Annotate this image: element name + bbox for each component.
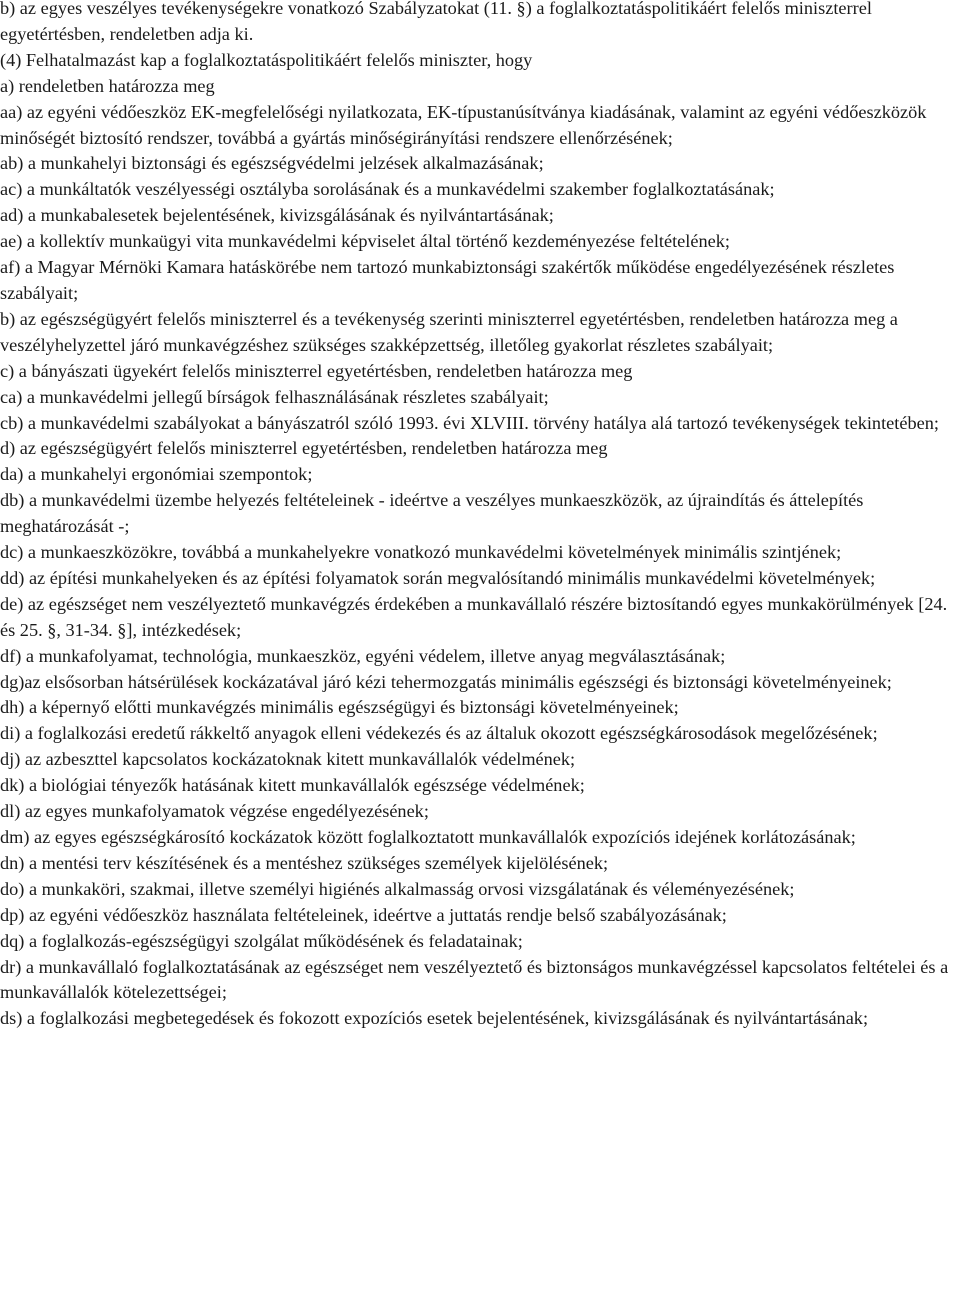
paragraph-ab: ab) a munkahelyi biztonsági és egészségvédelmi jelzések alkalmazásának; — [0, 153, 544, 174]
paragraph-b: b) az egészségügyért felelős miniszterrel és a tevékenység szerinti miniszterrel egyetértésben, rendeletben határozza meg a veszélyhelyzettel járó munkavégzéshez szükséges szakképzettség, illetőleg gyakorlat részletes szabályait; — [0, 308, 903, 355]
paragraph-dh: dh) a képernyő előtti munkavégzés minimális egészségügyi és biztonsági követelményeinek; — [0, 697, 679, 718]
paragraph-ds: ds) a foglalkozási megbetegedések és fokozott expozíciós esetek bejelentésének, kivizsgálásának és nyilvántartásának; — [0, 1008, 869, 1029]
paragraph-aa: aa) az egyéni védőeszköz EK-megfelelőségi nyilatkozata, EK-típustanúsítványa kiadásának, valamint az egyéni védőeszközök minőségét biztosító rendszer, továbbá a gyártás minőségirányítási rendszere ellenőrzésének; — [0, 101, 931, 148]
paragraph-a: a) rendeletben határozza meg — [0, 75, 215, 96]
paragraph-dp: dp) az egyéni védőeszköz használata feltételeinek, ideértve a juttatás rendje belső szabályozásának; — [0, 904, 727, 925]
paragraph-af: af) a Magyar Mérnöki Kamara hatáskörébe nem tartozó munkabiztonsági szakértők működése engedélyezésének részletes szabályait; — [0, 257, 899, 303]
paragraph-do: do) a munkaköri, szakmai, illetve személyi higiénés alkalmasság orvosi vizsgálatának és véleményezésének; — [0, 878, 795, 899]
paragraph-d: d) az egészségügyért felelős miniszterrel egyetértésben, rendeletben határozza meg — [0, 438, 608, 459]
paragraph-ac: ac) a munkáltatók veszélyességi osztályba sorolásának és a munkavédelmi szakember foglalkoztatásának; — [0, 179, 775, 200]
paragraph-db: db) a munkavédelmi üzembe helyezés feltételeinek - ideértve a veszélyes munkaeszközök, az újraindítás és áttelepítés meghatározását -; — [0, 490, 868, 537]
paragraph-de: de) az egészséget nem veszélyeztető munkavégzés érdekében a munkavállaló részére biztosítandó egyes munkakörülmények [24. és 25. §, 31-34. §], intézkedések; — [0, 593, 952, 640]
paragraph-b-szabalyzatok: b) az egyes veszélyes tevékenységekre vonatkozó Szabályzatokat (11. §) a foglalkoztatáspolitikáért felelős miniszterrel egyetértésben, rendeletben adja ki. — [0, 0, 877, 44]
paragraph-da: da) a munkahelyi ergonómiai szempontok; — [0, 464, 313, 485]
paragraph-ae: ae) a kollektív munkaügyi vita munkavédelmi képviselet által történő kezdeményezése feltételének; — [0, 231, 730, 252]
paragraph-dg: dg)az elsősorban hátsérülések kockázatával járó kézi tehermozgatás minimális egészségi és biztonsági követelményeinek; — [0, 671, 892, 692]
paragraph-dn: dn) a mentési terv készítésének és a mentéshez szükséges személyek kijelölésének; — [0, 852, 609, 873]
paragraph-dl: dl) az egyes munkafolyamatok végzése engedélyezésének; — [0, 801, 429, 822]
paragraph-dr: dr) a munkavállaló foglalkoztatásának az egészséget nem veszélyeztető és biztonságos munkavégzéssel kapcsolatos feltételei és a munkavállalók kötelezettségei; — [0, 956, 953, 1003]
paragraph-dc: dc) a munkaeszközökre, továbbá a munkahelyekre vonatkozó munkavédelmi követelmények minimális szintjének; — [0, 542, 842, 563]
paragraph-dk: dk) a biológiai tényezők hatásának kitett munkavállalók egészsége védelmének; — [0, 775, 585, 796]
paragraph-df: df) a munkafolyamat, technológia, munkaeszköz, egyéni védelem, illetve anyag megválasztásának; — [0, 645, 726, 666]
paragraph-c: c) a bányászati ügyekért felelős miniszterrel egyetértésben, rendeletben határozza meg — [0, 360, 633, 381]
paragraph-dj: dj) az azbeszttel kapcsolatos kockázatoknak kitett munkavállalók védelmének; — [0, 749, 576, 770]
paragraph-dq: dq) a foglalkozás-egészségügyi szolgálat működésének és feladatainak; — [0, 930, 523, 951]
paragraph-ad: ad) a munkabalesetek bejelentésének, kivizsgálásának és nyilvántartásának; — [0, 205, 554, 226]
paragraph-cb: cb) a munkavédelmi szabályokat a bányászatról szóló 1993. évi XLVIII. törvény hatálya alá tartozó tevékenységek tekintetében; — [0, 412, 939, 433]
paragraph-dm: dm) az egyes egészségkárosító kockázatok között foglalkoztatott munkavállalók expozíciós idejének korlátozásának; — [0, 827, 856, 847]
paragraph-ca: ca) a munkavédelmi jellegű bírságok felhasználásának részletes szabályait; — [0, 386, 549, 407]
paragraph-dd: dd) az építési munkahelyeken és az építési folyamatok során megvalósítandó minimális munkavédelmi követelmények; — [0, 567, 876, 588]
paragraph-di: di) a foglalkozási eredetű rákkeltő anyagok elleni védekezés és az általuk okozott egészségkárosodások megelőzésének; — [0, 723, 878, 744]
paragraph-4-felhatalmazas: (4) Felhatalmazást kap a foglalkoztatáspolitikáért felelős miniszter, hogy — [0, 49, 533, 70]
